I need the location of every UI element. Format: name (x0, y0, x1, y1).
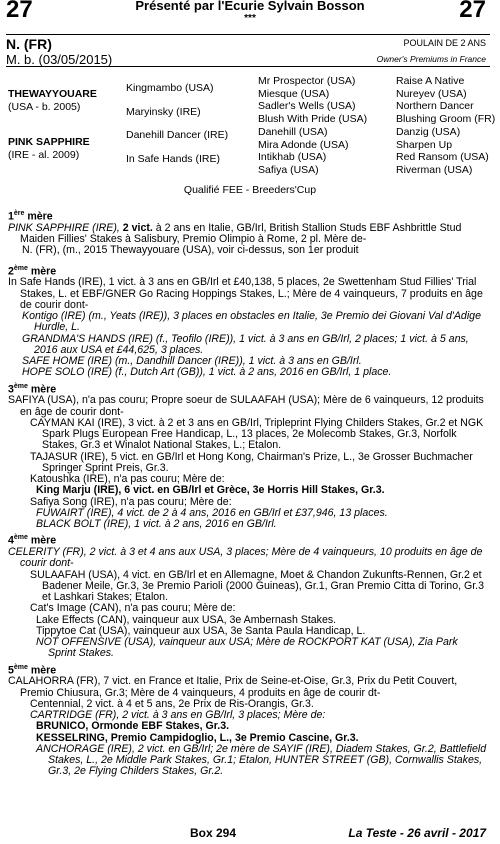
section-mere1: 1ère mère (8, 210, 53, 223)
lot-number-right: 27 (459, 0, 486, 23)
mere3-line-1: CAYMAN KAI (IRE), 3 vict. à 2 et 3 ans en GB/Irl, Tripleprint Flying Childers Stakes, Gr.2 et NGK Spark Plugs European Free Handicap, L., 13 places, 2e Molecomb Stakes, Gr.3, Norfolk Stakes, Gr.3 et Winalot National Stakes, L.; Etalon. (30, 416, 484, 452)
mere3-line-3: Katoushka (IRE), n'a pas couru; Mère de: (30, 473, 225, 486)
gen3b-5: Sharpen Up (396, 138, 453, 151)
footer-box: Box 294 (190, 826, 237, 840)
gen3a-4: Danehill (USA) (258, 125, 328, 138)
mere2-line-1: Kontigo (IRE) (m., Yeats (IRE)), 3 places en obstacles en Italie, 3e Premio dei Giovani Val d'Adige Hurdle, L. (22, 310, 481, 334)
mere1-text: PINK SAPPHIRE (IRE), 2 vict. à 2 ans en Italie, GB/Irl, British Stallion Studs EBF Ashbrittle Stud Maiden Fillies' Stakes à Salisbury, Premio Olimpio à Rome, 2 pl. Mère de- (8, 221, 462, 246)
pedigree-sire (8, 88, 97, 113)
sire-name: THEWAYYOUARE (8, 88, 97, 100)
pedigree-dam (8, 136, 90, 161)
owner-premiums: Owner's Premiums in France (376, 54, 486, 64)
dam-name: PINK SAPPHIRE (8, 136, 90, 148)
gen3b-6: Red Ransom (USA) (396, 151, 489, 164)
mere4-line-5: NOT OFFENSIVE (USA), vainqueur aux USA; Mère de ROCKPORT KAT (USA), Zia Park Sprint Stakes. (36, 636, 458, 660)
gen3b-1: Nureyev (USA) (396, 87, 467, 100)
gen3b-list (396, 75, 495, 177)
gen3b-4: Danzig (USA) (396, 125, 461, 138)
section-mere4: 4ème mère (8, 534, 57, 547)
mere5-line-1: Centennial, 2 vict. à 4 et 5 ans, 2e Prix de Ris-Orangis, Gr.3. (30, 697, 314, 710)
mere4-line-0: CELERITY (FR), 2 vict. à 3 et 4 ans aux USA, 3 places; Mère de 4 vainqueurs, 10 produits en âge de courir dont- (8, 546, 483, 570)
mere3-line-7: BLACK BOLT (IRE), 1 vict. à 2 ans, 2016 en GB/Irl. (36, 518, 277, 531)
mere3-line-5: Safiya Song (IRE), n'a pas couru; Mère de: (30, 495, 232, 508)
gen3b-3: Blushing Groom (FR) (396, 113, 496, 126)
gen3a-5: Mira Adonde (USA) (258, 138, 349, 151)
mere3-line-4: King Marju (IRE), 6 vict. en GB/Irl et Grèce, 3e Horris Hill Stakes, Gr.3. (36, 484, 385, 497)
gen2-1: Maryinsky (IRE) (126, 106, 201, 118)
gen3a-3: Blush With Pride (USA) (258, 113, 368, 126)
footer-place-date: La Teste - 26 avril - 2017 (348, 826, 486, 840)
horse-sex-birth: M. b. (03/05/2015) (6, 52, 113, 67)
stars-rating: *** (244, 13, 256, 24)
gen3b-7: Riverman (USA) (396, 163, 473, 176)
gen3a-0: Mr Prospector (USA) (258, 75, 356, 87)
gen3b-2: Northern Dancer (396, 100, 474, 113)
dam-info: (IRE - al. 2009) (8, 148, 80, 161)
lot-number-left: 27 (6, 0, 33, 23)
horse-category: POULAIN DE 2 ANS (403, 38, 486, 48)
mere4-line-2: Cat's Image (CAN), n'a pas couru; Mère de: (30, 602, 236, 615)
gen3a-2: Sadler's Wells (USA) (258, 100, 356, 113)
gen2-2: Danehill Dancer (IRE) (126, 129, 229, 141)
mere4-line-3: Lake Effects (CAN), vainqueur aux USA, 3e Ambernash Stakes. (36, 613, 337, 626)
presenter-title: Présenté par l'Ecurie Sylvain Bosson (135, 0, 365, 13)
mere5-line-0: CALAHORRA (FR), 7 vict. en France et Italie, Prix de Seine-et-Oise, Gr.3, Prix du Petit Couvert, Premio Chiusura, Gr.3; Mère de 4 vainqueurs, 4 produits en âge de courir dt- (8, 675, 458, 699)
mere2-line-4: HOPE SOLO (IRE) (f., Dutch Art (GB)), 1 vict. à 2 ans, 2016 en GB/Irl, 1 place. (22, 366, 392, 379)
qualification: Qualifié FEE - Breeders'Cup (183, 184, 317, 196)
mere4-line-1: SULAAFAH (USA), 4 vict. en GB/Irl et en Allemagne, Moet & Chandon Zukunfts-Rennen, Gr.2 et Badener Meile, Gr.3, 3e Premio Parioli (2000 Guineas), Gr.1, Gran Premio Citta di Torino, Gr.3 et Lashkari Stakes; Etalon. (30, 568, 484, 604)
section-mere3: 3ème mère (8, 382, 57, 396)
family-body (8, 206, 488, 778)
gen3a-list (258, 75, 367, 177)
mere5-line-2: CARTRIDGE (FR), 2 vict. à 3 ans en GB/Irl, 3 places; Mère de: (30, 709, 326, 722)
gen2-3: In Safe Hands (IRE) (126, 153, 220, 165)
mere2-line-3: SAFE HOME (IRE) (m., Dandhill Dancer (IRE)), 1 vict. à 3 ans en GB/Irl. (22, 355, 362, 368)
sire-info: (USA - b. 2005) (8, 100, 81, 113)
gen3a-1: Miesque (USA) (258, 87, 330, 100)
mere5-line-5: ANCHORAGE (IRE), 2 vict. en GB/Irl; 2e mère de SAYIF (IRE), Diadem Stakes, Gr.2, Battlefield Stakes, L., 2e Middle Park Stakes, Gr.1; Etalon, HUNTER STREET (GB), Cornwallis Stakes, Gr.3, 2e Flying Childers Stakes, Gr.2. (36, 742, 487, 778)
horse-name: N. (FR) (6, 36, 52, 52)
gen2-0: Kingmambo (USA) (126, 82, 214, 94)
mere3-line-6: FUWAIRT (IRE), 4 vict. de 2 à 4 ans, 2016 en GB/Irl et £37,946, 13 places. (36, 506, 388, 519)
mere1-produce: N. (FR), (m., 2015 Thewayyouare (USA), voir ci-dessus, son 1er produit (22, 244, 359, 257)
header-divider (6, 34, 490, 35)
gen3a-7: Safiya (USA) (258, 163, 319, 176)
section-mere5: 5ème mère (8, 663, 57, 677)
mere4-line-4: Tippytoe Cat (USA), vainqueur aux USA, 3e Santa Paula Handicap, L. (36, 624, 366, 637)
mere2-line-2: GRANDMA'S HANDS (IRE) (f., Teofilo (IRE)), 1 vict. à 3 ans en GB/Irl, 2 places; 1 vict. à 5 ans, 2016 aux USA et £44,625, 3 places. (22, 332, 469, 356)
mere3-line-0: SAFIYA (USA), n'a pas couru; Propre soeur de SULAAFAH (USA); Mère de 6 vainqueurs, 12 produits en âge de courir dont- (8, 394, 484, 418)
gen3b-0: Raise A Native (396, 75, 465, 87)
pedigree-divider (6, 66, 490, 67)
mere2-line-0: In Safe Hands (IRE), 1 vict. à 3 ans en GB/Irl et £40,138, 5 places, 2e Swettenham Stud Fillies' Trial Stakes, L. et EBF/GNER Go Racing Hoppings Stakes, L.; Mère de 4 vainqueurs, 7 produits en âge de courir dont- (8, 276, 483, 311)
gen3a-6: Intikhab (USA) (258, 151, 327, 164)
mere5-line-4: KESSELRING, Premio Campidoglio, L., 3e Premio Cascine, Gr.3. (36, 731, 359, 744)
mere3-line-2: TAJASUR (IRE), 5 vict. en GB/Irl et Hong Kong, Chairman's Prize, L., 3e Grosser Buchmacher Springer Sprint Preis, Gr.3. (30, 450, 473, 474)
mere5-line-3: BRUNICO, Ormonde EBF Stakes, Gr.3. (36, 720, 230, 733)
section-mere2: 2ème mère (8, 264, 57, 278)
